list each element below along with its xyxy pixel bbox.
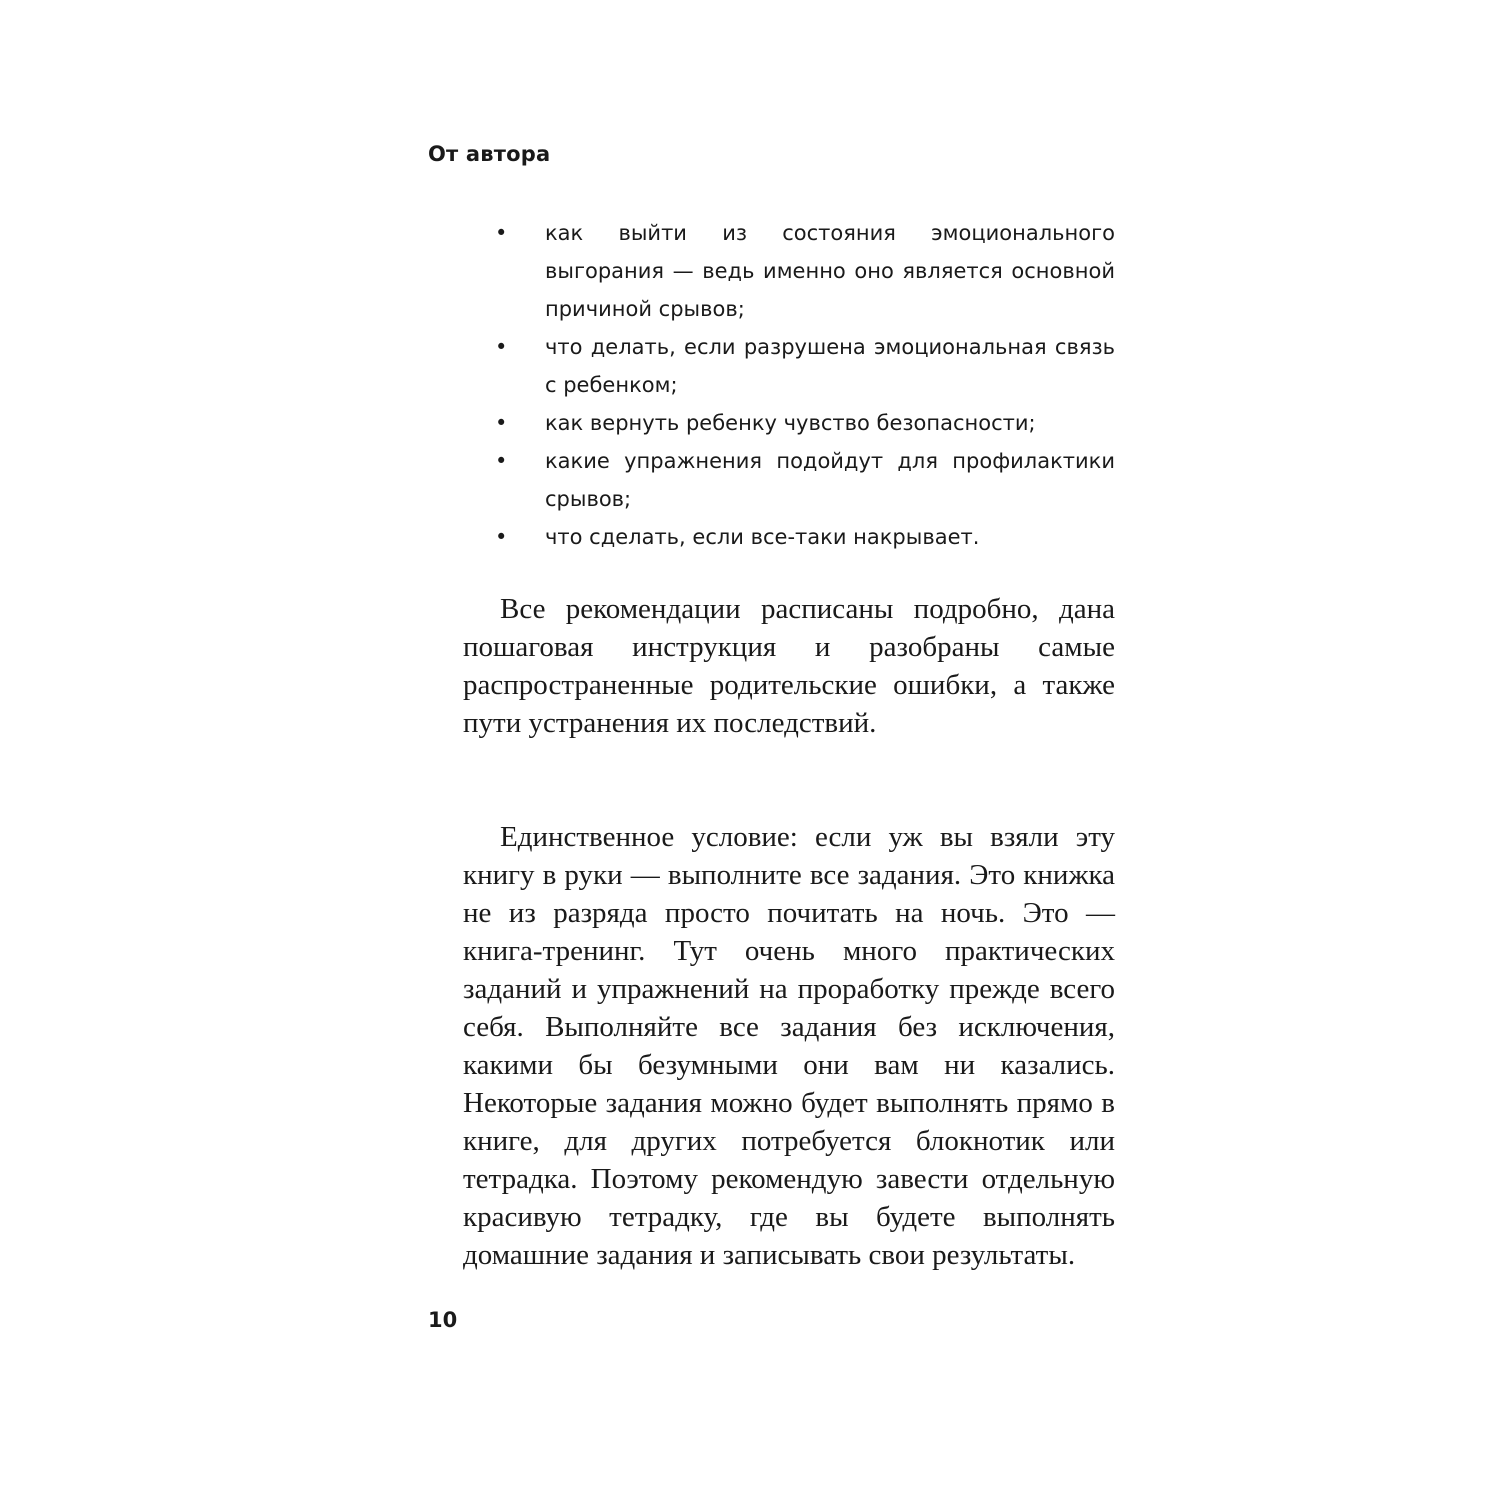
- bullet-icon: •: [495, 449, 508, 473]
- bullet-list: [495, 214, 1115, 556]
- list-item: [495, 328, 1115, 404]
- list-item-text: как выйти из состояния эмоционального выгорания — ведь именно оно является основной причиной срывов;: [545, 221, 1115, 321]
- list-item-text: как вернуть ребенку чувство безопасности;: [545, 411, 1036, 435]
- list-item: [495, 442, 1115, 518]
- bullet-icon: •: [495, 221, 508, 245]
- bullet-icon: •: [495, 525, 508, 549]
- bullet-icon: •: [495, 411, 508, 435]
- list-item: [495, 404, 1115, 442]
- body-paragraph: Единственное условие: если уж вы взяли эту книгу в руки — выполните все задания. Это книжка не из разряда просто почитать на ночь. Это — книга-тренинг. Тут очень много практических заданий и упражнений на проработку прежде всего себя. Выполняйте все задания без исключения, какими бы безумными они вам ни казались. Некоторые задания можно будет выполнять прямо в книге, для других потребуется блокнотик или тетрадка. Поэтому рекомендую завести отдельную красивую тетрадку, где вы будете выполнять домашние задания и записывать свои результаты.: [463, 821, 1115, 1271]
- list-item: [495, 214, 1115, 328]
- list-item-text: какие упражнения подойдут для профилактики срывов;: [545, 449, 1115, 511]
- list-item-text: что сделать, если все-таки накрывает.: [545, 525, 980, 549]
- list-item-text: что делать, если разрушена эмоциональная связь с ребенком;: [545, 335, 1115, 397]
- body-paragraph: Все рекомендации расписаны подробно, дана пошаговая инструкция и разобраны самые распространенные родительские ошибки, а также пути устранения их последствий.: [463, 593, 1115, 739]
- bullet-icon: •: [495, 335, 508, 359]
- page-number: 10: [428, 1308, 458, 1332]
- list-item: [495, 518, 1115, 556]
- running-head: От автора: [428, 142, 551, 166]
